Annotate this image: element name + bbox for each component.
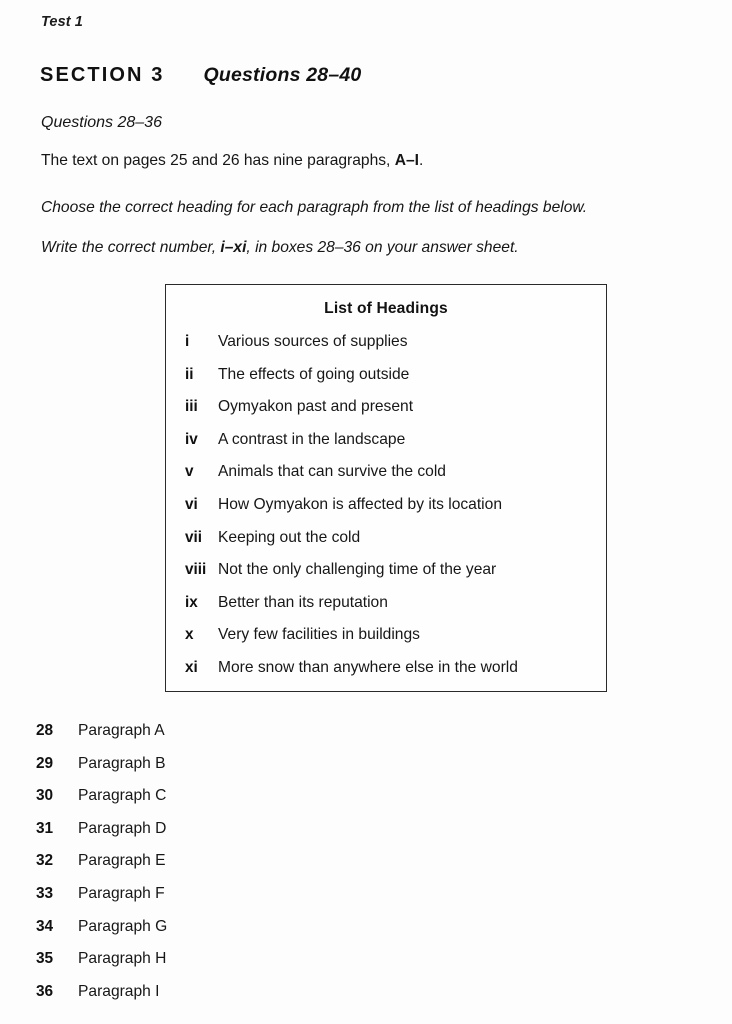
answer-paragraph-label: Paragraph D: [78, 819, 167, 837]
heading-numeral: ii: [185, 365, 194, 383]
answer-row: [36, 755, 167, 788]
section-label: SECTION 3: [40, 64, 165, 86]
answer-row: [36, 820, 167, 853]
answer-question-number: 31: [36, 819, 54, 837]
answer-row: [36, 983, 167, 1016]
heading-numeral: iii: [185, 398, 198, 416]
answer-row: [36, 852, 167, 885]
answer-question-number: 36: [36, 982, 54, 1000]
instruction-write-number: [41, 239, 519, 258]
heading-text: Animals that can survive the cold: [218, 463, 446, 481]
heading-text: Better than its reputation: [218, 593, 388, 611]
answer-row: [36, 950, 167, 983]
instruction-paragraph-count-suffix: .: [419, 152, 424, 169]
answer-question-number: 30: [36, 787, 54, 805]
heading-option: [166, 463, 606, 496]
list-of-headings-title: List of Headings: [324, 300, 448, 317]
answer-paragraph-label: Paragraph F: [78, 884, 165, 902]
heading-numeral: xi: [185, 658, 198, 676]
answer-question-number: 33: [36, 884, 54, 902]
answer-paragraph-label: Paragraph A: [78, 722, 165, 739]
instruction-write-number-suffix: , in boxes 28–36 on your answer sheet.: [246, 239, 519, 256]
heading-option: [166, 333, 606, 366]
heading-text: Keeping out the cold: [218, 528, 361, 546]
answer-question-number: 28: [36, 722, 54, 739]
heading-text: More snow than anywhere else in the world: [218, 658, 518, 676]
heading-numeral: i: [185, 333, 190, 350]
answer-question-number: 32: [36, 852, 54, 870]
answer-question-number: 29: [36, 754, 54, 772]
running-head: Test 1: [41, 14, 83, 30]
heading-option: [166, 659, 606, 692]
answer-paragraph-label: Paragraph H: [78, 950, 167, 968]
heading-text: Not the only challenging time of the year: [218, 561, 497, 579]
answer-row: [36, 918, 167, 951]
heading-option: [166, 561, 606, 594]
heading-option: [166, 626, 606, 659]
heading-option: [166, 431, 606, 464]
heading-option: [166, 398, 606, 431]
heading-numeral: ix: [185, 593, 198, 611]
answer-question-number: 34: [36, 917, 54, 935]
heading-text: A contrast in the landscape: [218, 430, 406, 448]
instruction-write-number-prefix: Write the correct number,: [41, 239, 221, 256]
list-of-headings-box: [165, 284, 607, 692]
answer-row: [36, 885, 167, 918]
heading-text: Very few facilities in buildings: [218, 626, 420, 644]
instruction-paragraph-count: [41, 152, 423, 171]
heading-numeral: viii: [185, 561, 207, 579]
answer-paragraph-label: Paragraph I: [78, 982, 160, 1000]
answer-paragraph-label: Paragraph E: [78, 852, 166, 870]
heading-text: Various sources of supplies: [218, 333, 408, 350]
heading-option: [166, 594, 606, 627]
instruction-paragraph-range: A–I: [394, 152, 419, 169]
section-questions-range: Questions 28–40: [203, 64, 362, 86]
heading-text: How Oymyakon is affected by its location: [218, 495, 502, 513]
heading-option: [166, 366, 606, 399]
answer-paragraph-label: Paragraph G: [78, 917, 168, 935]
heading-numeral: iv: [185, 430, 198, 448]
answer-row: [36, 787, 167, 820]
heading-numeral: vii: [185, 528, 203, 546]
instruction-numeral-range: i–xi: [220, 239, 247, 256]
heading-numeral: x: [185, 626, 194, 644]
answer-row: [36, 722, 167, 755]
heading-numeral: v: [185, 463, 194, 481]
answer-rows: [36, 722, 167, 1015]
answer-paragraph-label: Paragraph C: [78, 787, 167, 805]
instruction-paragraph-count-prefix: The text on pages 25 and 26 has nine paragraphs,: [41, 152, 395, 169]
questions-subrange-heading: Questions 28–36: [41, 114, 162, 131]
instruction-choose-heading: Choose the correct heading for each paragraph from the list of headings below.: [41, 199, 588, 216]
heading-option: [166, 529, 606, 562]
answer-paragraph-label: Paragraph B: [78, 754, 166, 772]
list-of-headings: [166, 333, 606, 692]
section-heading: [40, 64, 361, 87]
heading-text: Oymyakon past and present: [218, 398, 414, 416]
heading-option: [166, 496, 606, 529]
answer-question-number: 35: [36, 950, 54, 968]
heading-numeral: vi: [185, 495, 198, 513]
heading-text: The effects of going outside: [218, 365, 410, 383]
